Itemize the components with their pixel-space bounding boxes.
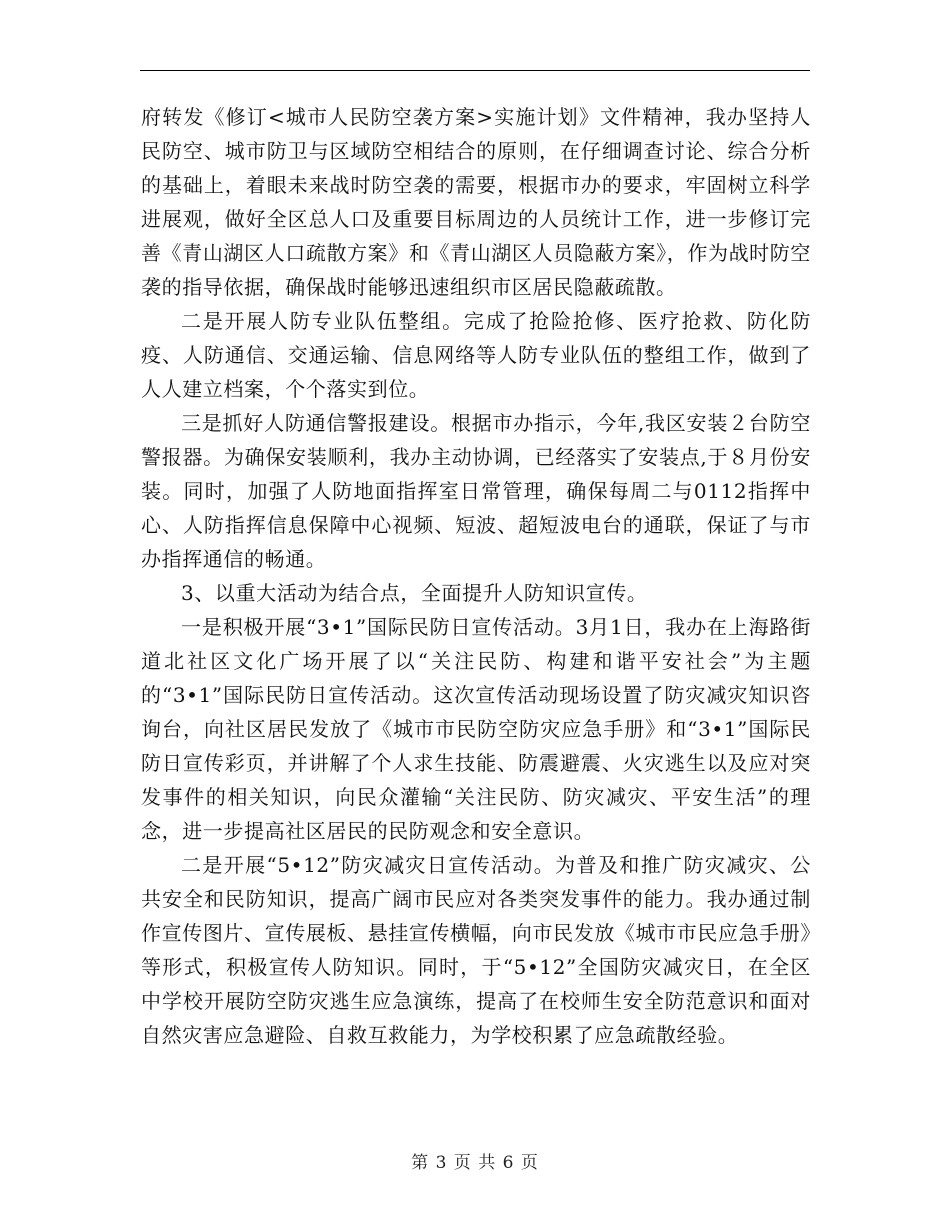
- paragraph-alarm-construction: 三是抓好人防通信警报建设。根据市办指示，今年,我区安装２台防空警报器。为确保安装顺利，我办主动协调，已经落实了安装点,于８月份安装。同时，加强了人防地面指挥室日常管理，确保每周二与0112指挥中心、人防指挥信息保障中心视频、短波、超短波电台的通联，保证了与市办指挥通信的畅通。: [141, 411, 811, 571]
- document-body: [141, 100, 811, 1052]
- section-heading-publicity: 3、以重大活动为结合点，全面提升人防知识宣传。: [181, 581, 648, 605]
- paragraph-continuation: 府转发《修订<城市人民防空袭方案>实施计划》文件精神，我办坚持人民防空、城市防卫与区域防空相结合的原则，在仔细调查讨论、综合分析的基础上，着眼未来战时防空袭的需要，根据市办的要求，牢固树立科学进展观，做好全区总人口及重要目标周边的人员统计工作，进一步修订完善《青山湖区人口疏散方案》和《青山湖区人员隐蔽方案》，作为战时防空袭的指导依据，确保战时能够迅速组织市区居民隐蔽疏散。: [141, 105, 811, 299]
- page-number-footer: 第 3 页 共 6 页: [411, 1153, 539, 1173]
- paragraph-civil-defense-day: 一是积极开展“3•1”国际民防日宣传活动。3月1日，我办在上海路街道北社区文化广场开展了以“关注民防、构建和谐平安社会”为主题的“3•1”国际民防日宣传活动。这次宣传活动现场设置了防灾减灾知识咨询台，向社区居民发放了《城市市民防空防灾应急手册》和“3•1”国际民防日宣传彩页，并讲解了个人求生技能、防震避震、火灾逃生以及应对突发事件的相关知识，向民众灌输“关注民防、防灾减灾、平安生活”的理念，进一步提高社区居民的民防观念和安全意识。: [141, 615, 811, 843]
- header-divider: [140, 70, 810, 71]
- paragraph-disaster-reduction-day: 二是开展“5•12”防灾减灾日宣传活动。为普及和推广防灾减灾、公共安全和民防知识，提高广阔市民应对各类突发事件的能力。我办通过制作宣传图片、宣传展板、悬挂宣传横幅，向市民发放《城市市民应急手册》等形式，积极宣传人防知识。同时，于“5•12”全国防灾减灾日，在全区中学校开展防空防灾逃生应急演练，提高了在校师生安全防范意识和面对自然灾害应急避险、自救互救能力，为学校积累了应急疏散经验。: [141, 853, 811, 1047]
- paragraph-team-reorganization: 二是开展人防专业队伍整组。完成了抢险抢修、医疗抢救、防化防疫、人防通信、交通运输、信息网络等人防专业队伍的整组工作，做到了人人建立档案，个个落实到位。: [141, 309, 811, 401]
